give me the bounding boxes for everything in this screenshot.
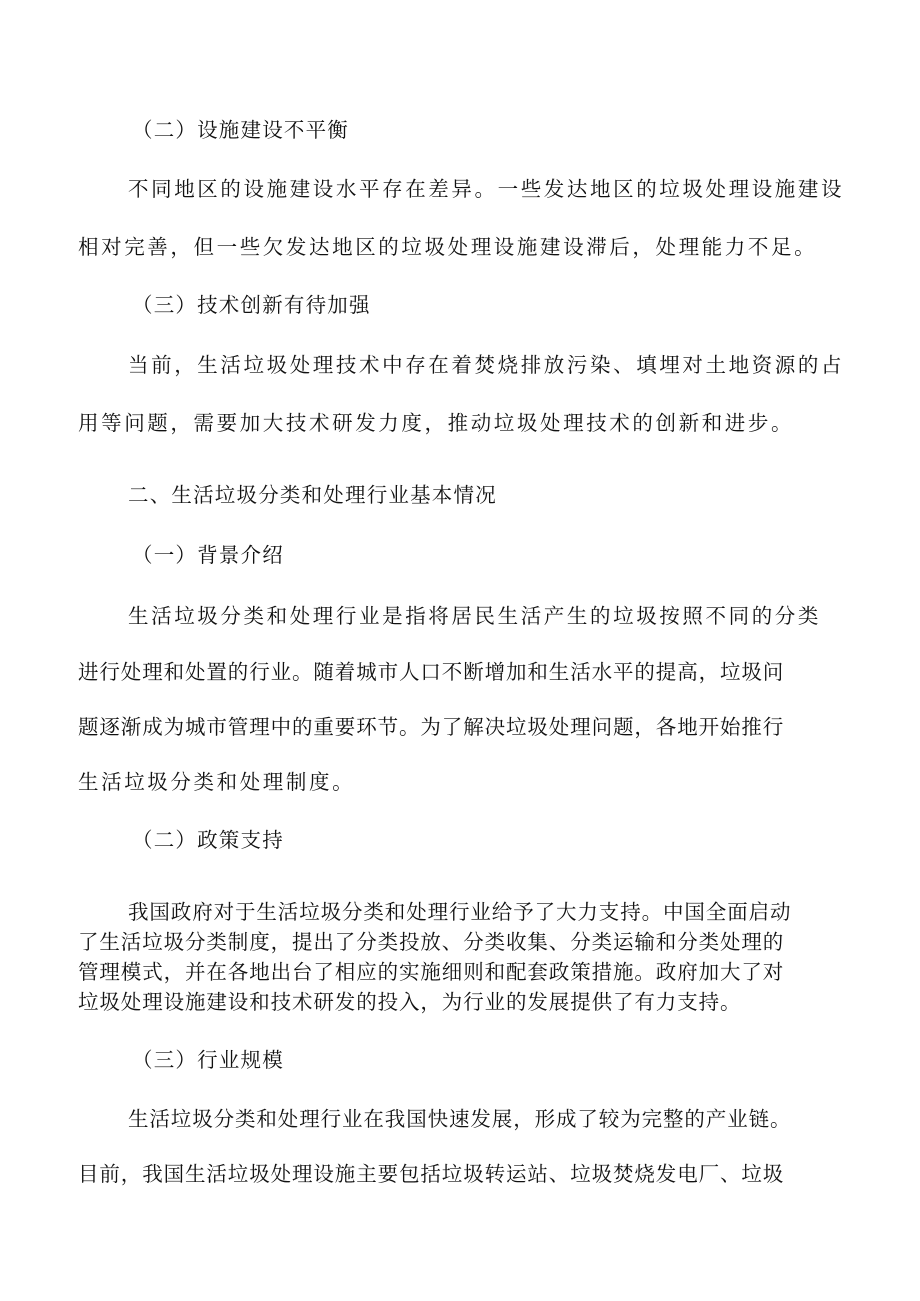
paragraph-line: 用等问题，需要加大技术研发力度，推动垃圾处理技术的创新和进步。 bbox=[78, 411, 795, 435]
paragraph-line: 生活垃圾分类和处理行业在我国快速发展，形成了较为完整的产业链。 bbox=[128, 1107, 792, 1131]
paragraph-line: 当前，生活垃圾处理技术中存在着焚烧排放污染、填埋对土地资源的占 bbox=[128, 353, 845, 377]
paragraph-line: 目前，我国生活垃圾处理设施主要包括垃圾转运站、垃圾焚烧发电厂、垃圾 bbox=[78, 1162, 785, 1186]
section-heading: （一）背景介绍 bbox=[132, 543, 284, 567]
paragraph-line: 了生活垃圾分类制度，提出了分类投放、分类收集、分类运输和分类处理的 bbox=[78, 930, 785, 954]
paragraph-line: 相对完善，但一些欠发达地区的垃圾处理设施建设滞后，处理能力不足。 bbox=[78, 235, 818, 259]
section-heading: （二）政策支持 bbox=[132, 828, 284, 852]
paragraph-line: 生活垃圾分类和处理制度。 bbox=[78, 770, 356, 794]
paragraph-line: 我国政府对于生活垃圾分类和处理行业给予了大力支持。中国全面启动 bbox=[128, 900, 792, 924]
paragraph-line: 生活垃圾分类和处理行业是指将居民生活产生的垃圾按照不同的分类 bbox=[128, 604, 821, 628]
paragraph-line: 不同地区的设施建设水平存在差异。一些发达地区的垃圾处理设施建设 bbox=[128, 177, 845, 201]
paragraph-line: 管理模式，并在各地出台了相应的实施细则和配套政策措施。政府加大了对 bbox=[78, 960, 785, 984]
paragraph-line: 题逐渐成为城市管理中的重要环节。为了解决垃圾处理问题，各地开始推行 bbox=[78, 715, 785, 739]
section-heading: （二）设施建设不平衡 bbox=[132, 118, 349, 142]
section-heading: （三）技术创新有待加强 bbox=[132, 293, 371, 317]
paragraph-line: 垃圾处理设施建设和技术研发的投入，为行业的发展提供了有力支持。 bbox=[78, 990, 742, 1014]
chapter-heading: 二、生活垃圾分类和处理行业基本情况 bbox=[128, 483, 497, 507]
section-heading: （三）行业规模 bbox=[132, 1048, 284, 1072]
paragraph-line: 进行处理和处置的行业。随着城市人口不断增加和生活水平的提高，垃圾问 bbox=[78, 660, 785, 684]
